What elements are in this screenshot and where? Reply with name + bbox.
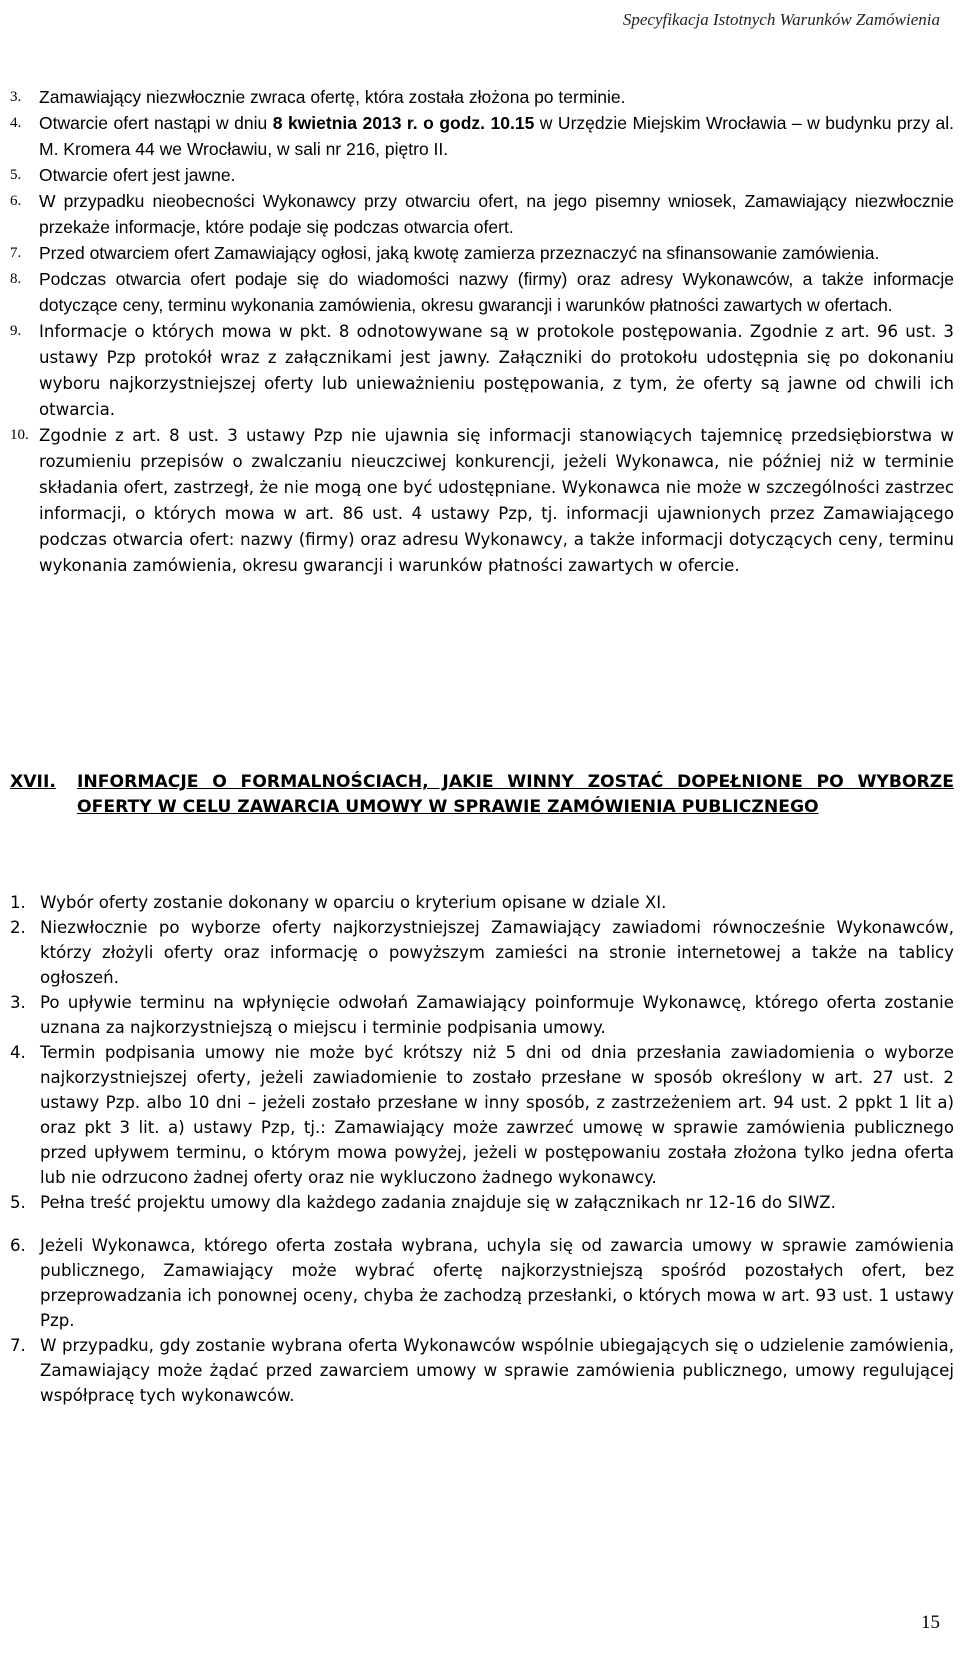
- list-item: [10, 267, 954, 319]
- item-text: W przypadku, gdy zostanie wybrana oferta Wykonawców wspólnie ubiegających się o udzielenie zamówienia, Zamawiający może żądać przed zawarciem umowy w sprawie zamówienia publicznego, umowy regulującej współpracę tych wykonawców.: [40, 1336, 954, 1405]
- list-item: [10, 990, 954, 1040]
- list-item: [10, 1333, 954, 1408]
- list-item: [10, 111, 954, 163]
- item-text: Termin podpisania umowy nie może być krótszy niż 5 dni od dnia przesłania zawiadomienia o wyborze najkorzystniejszej oferty, jeżeli zawiadomienie to zostało przesłane w sposób określony w art. 27 ust. 2 ustawy Pzp. albo 10 dni – jeżeli zostało przesłane w inny sposób, z zastrzeżeniem art. 94 ust. 2 ppkt 1 lit a) oraz pkt 3 lit. a) ustawy Pzp, tj.: Zamawiający może zawrzeć umowę w sprawie zamówienia publicznego przed upływem terminu, o którym mowa powyżej, jeżeli w postępowaniu została złożona tylko jedna oferta lub nie odrzucono żadnej oferty oraz nie wykluczono żadnego wykonawcy.: [40, 1043, 954, 1187]
- section-number: XVII.: [10, 772, 56, 792]
- item-number: 7.: [10, 1336, 26, 1355]
- item-number: 3.: [10, 993, 26, 1012]
- item-number: 3.: [10, 89, 22, 105]
- item-text: Podczas otwarcia ofert podaje się do wiadomości nazwy (firmy) oraz adresy Wykonawców, a także informacje dotyczące ceny, terminu wykonania zamówienia, okresu gwarancji i warunków płatności zawartych w ofertach.: [39, 269, 954, 315]
- item-number: 4.: [10, 1043, 26, 1062]
- item-number: 7.: [10, 245, 22, 261]
- list-item: [10, 319, 954, 423]
- item-text: Informacje o których mowa w pkt. 8 odnotowywane są w protokole postępowania. Zgodnie z art. 96 ust. 3 ustawy Pzp protokół wraz z załącznikami jest jawny. Załączniki do protokołu udostępnia się po dokonaniu wyboru najkorzystniejszej oferty lub unieważnieniu postępowania, z tym, że oferty są jawne od chwili ich otwarcia.: [39, 322, 954, 419]
- item-text: Niezwłocznie po wyborze oferty najkorzystniejszej Zamawiający zawiadomi równocześnie Wykonawców, którzy złożyli oferty oraz informację o powyższym zamieści na stronie internetowej a także na tablicy ogłoszeń.: [40, 918, 954, 987]
- list-item: [10, 423, 954, 579]
- item-text-end: w Urzędzie Miejskim Wrocławia – w budynku przy al. M. Kromera 44 we Wrocławiu, w sali nr 216, piętro II.: [39, 113, 954, 159]
- item-number: 5.: [10, 167, 22, 183]
- list-item: [10, 1233, 954, 1333]
- item-number: 4.: [10, 115, 22, 131]
- item-number: 6.: [10, 1236, 26, 1255]
- item-text: [39, 113, 954, 159]
- page-header: Specyfikacja Istotnych Warunków Zamówienia: [622, 10, 940, 29]
- item-text: W przypadku nieobecności Wykonawcy przy otwarciu ofert, na jego pisemny wniosek, Zamawiający niezwłocznie przekaże informacje, które podaje się podczas otwarcia ofert.: [39, 191, 954, 237]
- section-title: INFORMACJE O FORMALNOŚCIACH, JAKIE WINNY ZOSTAĆ DOPEŁNIONE PO WYBORZE OFERTY W CELU ZAWARCIA UMOWY W SPRAWIE ZAMÓWIENIA PUBLICZNEGO: [77, 772, 954, 817]
- list-item: [10, 890, 954, 915]
- page-number: 15: [921, 1612, 940, 1633]
- item-text: Otwarcie ofert jest jawne.: [39, 165, 236, 185]
- item-number: 1.: [10, 893, 26, 912]
- item-number: 6.: [10, 193, 22, 209]
- item-number: 8.: [10, 271, 22, 287]
- procedure-list: [10, 85, 954, 579]
- item-text: Jeżeli Wykonawca, którego oferta została wybrana, uchyla się od zawarcia umowy w sprawie zamówienia publicznego, Zamawiający może wybrać ofertę najkorzystniejszą spośród pozostałych ofert, bez przeprowadzania ich ponownej oceny, chyba że zachodzą przesłanki, o których mowa w art. 93 ust. 1 ustawy Pzp.: [40, 1236, 954, 1330]
- item-number: 10.: [10, 427, 29, 443]
- item-text-start: Otwarcie ofert nastąpi w dniu: [39, 113, 273, 133]
- list-item: [10, 915, 954, 990]
- list-item: [10, 85, 954, 111]
- list-item: [10, 189, 954, 241]
- item-text: Zamawiający niezwłocznie zwraca ofertę, która została złożona po terminie.: [39, 87, 626, 107]
- item-number: 9.: [10, 323, 22, 339]
- opening-date: 8 kwietnia 2013 r. o godz. 10.15: [272, 113, 535, 133]
- item-text: Pełna treść projektu umowy dla każdego zadania znajduje się w załącznikach nr 12-16 do SIWZ.: [40, 1193, 836, 1212]
- list-item: [10, 1040, 954, 1190]
- section-heading: [10, 770, 954, 820]
- item-text: Przed otwarciem ofert Zamawiający ogłosi, jaką kwotę zamierza przeznaczyć na sfinansowanie zamówienia.: [39, 243, 880, 263]
- formalities-list: [10, 890, 954, 1408]
- item-number: 2.: [10, 918, 26, 937]
- list-item: [10, 1190, 954, 1215]
- item-text: Wybór oferty zostanie dokonany w oparciu o kryterium opisane w dziale XI.: [40, 893, 667, 912]
- list-item: [10, 241, 954, 267]
- list-item: [10, 163, 954, 189]
- item-text: Po upływie terminu na wpłynięcie odwołań Zamawiający poinformuje Wykonawcę, którego oferta zostanie uznana za najkorzystniejszą o miejscu i terminie podpisania umowy.: [40, 993, 954, 1037]
- item-number: 5.: [10, 1193, 26, 1212]
- item-text: Zgodnie z art. 8 ust. 3 ustawy Pzp nie ujawnia się informacji stanowiących tajemnicę przedsiębiorstwa w rozumieniu przepisów o zwalczaniu nieuczciwej konkurencji, jeżeli Wykonawca, nie później niż w terminie składania ofert, zastrzegł, że nie mogą one być udostępniane. Wykonawca nie może w szczególności zastrzec informacji, o których mowa w art. 86 ust. 4 ustawy Pzp, tj. informacji ujawnionych przez Zamawiającego podczas otwarcia ofert: nazwy (firmy) oraz adresu Wykonawcy, a także informacji dotyczących ceny, terminu wykonania zamówienia, okresu gwarancji i warunków płatności zawartych w ofercie.: [39, 426, 954, 575]
